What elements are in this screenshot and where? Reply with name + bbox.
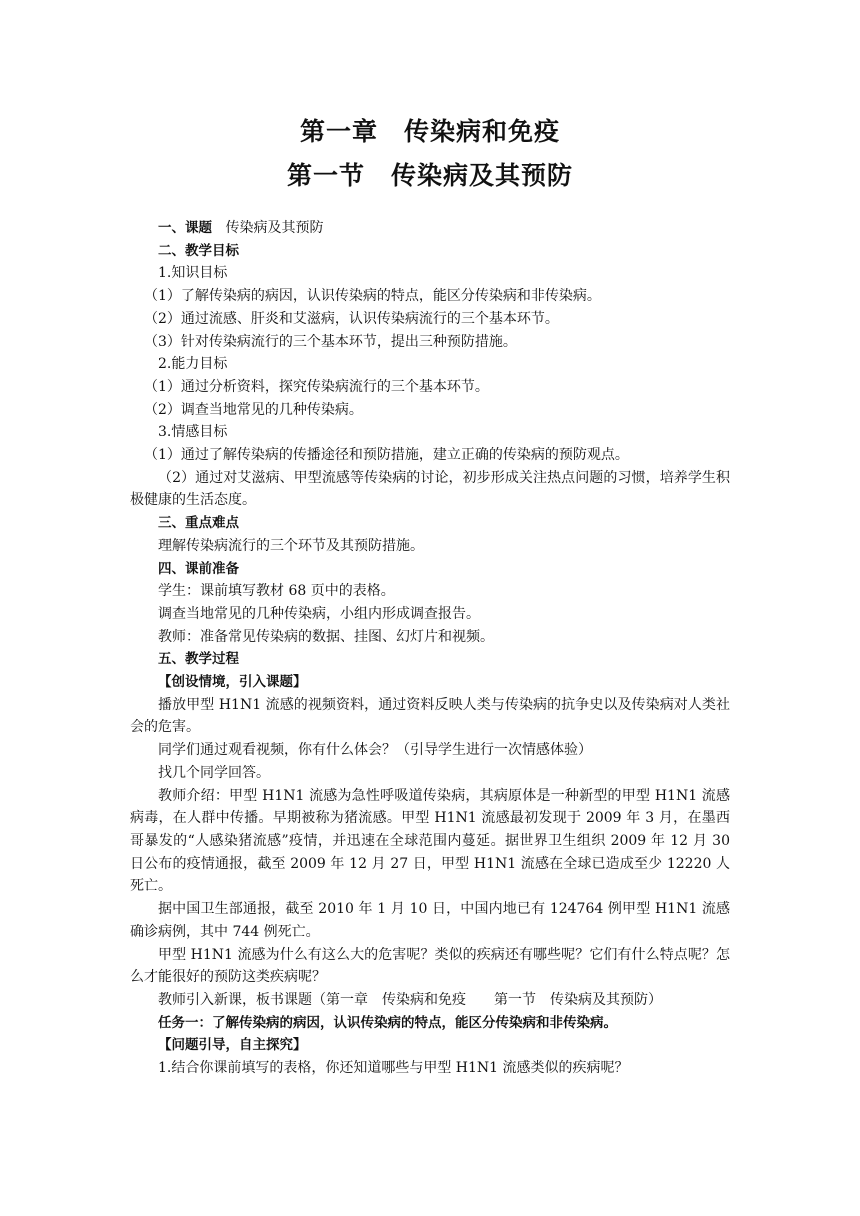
text-line: 同学们通过观看视频，你有什么体会？（引导学生进行一次情感体验） [158, 742, 592, 759]
text-line: （2）调查当地常见的几种传染病。 [144, 401, 363, 418]
heading-text: 二、教学目标 [158, 242, 239, 259]
section-heading [130, 217, 730, 240]
section-title: 第一节 传染病及其预防 [286, 161, 573, 190]
chapter-title: 第一章 传染病和免疫 [299, 117, 560, 146]
text-line: 3.情感目标 [158, 424, 228, 441]
heading-text: 一、课题 [158, 220, 226, 236]
text-line: （1）通过了解传染病的传播途径和预防措施，建立正确的传染病的预防观点。 [144, 447, 629, 464]
paragraph: 教师介绍：甲型 H1N1 流感为急性呼吸道传染病，其病原体是一种新型的甲型 H1N1 流感病毒，在人群中传播。早期被称为猪流感。甲型 H1N1 流感最初发现于 2009 年 3 月，在墨西哥暴发的“人感染猪流感”疫情，并迅速在全球范围内蔓延。据世界卫生组织 2009 年 12 月 30 日公布的疫情通报，截至 2009 年 12 月 27 日，甲型 H1N1 流感在全球已造成至少 12220 人死亡。 [130, 787, 730, 895]
heading-text: 四、课前准备 [158, 560, 239, 577]
text-line: 理解传染病流行的三个环节及其预防措施。 [158, 537, 424, 554]
section-heading [130, 671, 730, 694]
document-body [130, 217, 730, 1080]
text-line: （3）针对传染病流行的三个基本环节，提出三种预防措施。 [144, 333, 517, 350]
paragraph: （2）通过对艾滋病、甲型流感等传染病的讨论，初步形成关注热点问题的习惯，培养学生积极健康的生活态度。 [130, 469, 730, 509]
section-heading [130, 512, 730, 535]
heading-text: 【创设情境，引入课题】 [158, 674, 307, 691]
heading-text: 三、重点难点 [158, 515, 239, 532]
heading-text: 【问题引导，自主探究】 [158, 1037, 307, 1054]
text-line: 1.知识目标 [158, 265, 228, 282]
text-line: （1）通过分析资料，探究传染病流行的三个基本环节。 [144, 378, 489, 395]
text-line: 调查当地常见的几种传染病，小组内形成调查报告。 [158, 605, 480, 622]
text-line: 教师：准备常见传染病的数据、挂图、幻灯片和视频。 [158, 628, 494, 645]
heading-text: 五、教学过程 [158, 651, 239, 668]
paragraph: 播放甲型 H1N1 流感的视频资料，通过资料反映人类与传染病的抗争史以及传染病对人类社会的危害。 [130, 696, 730, 736]
paragraph: 据中国卫生部通报，截至 2010 年 1 月 10 日，中国内地已有 124764 例甲型 H1N1 流感确诊病例，其中 744 例死亡。 [130, 901, 730, 940]
heading-text: 任务一：了解传染病的病因，认识传染病的特点，能区分传染病和非传染病。 [158, 1014, 617, 1031]
text-line: （1）了解传染病的病因，认识传染病的特点，能区分传染病和非传染病。 [144, 288, 601, 305]
section-heading [130, 558, 730, 581]
section-heading [130, 240, 730, 263]
text-line: 找几个同学回答。 [158, 764, 270, 781]
paragraph: 甲型 H1N1 流感为什么有这么大的危害呢？类似的疾病还有哪些呢？它们有什么特点呢？怎么才能很好的预防这类疾病呢？ [130, 946, 730, 986]
section-heading [130, 648, 730, 671]
heading-value: 传染病及其预防 [225, 220, 324, 236]
text-line: 教师引入新课，板书课题（第一章 传染病和免疫 第一节 传染病及其预防） [158, 991, 662, 1008]
text-line: （2）通过流感、肝炎和艾滋病，认识传染病流行的三个基本环节。 [144, 310, 559, 327]
section-heading [130, 1012, 730, 1035]
text-line: 学生：课前填写教材 68 页中的表格。 [158, 583, 395, 600]
text-line: 1.结合你课前填写的表格，你还知道哪些与甲型 H1N1 流感类似的疾病呢？ [158, 1060, 629, 1077]
text-line: 2.能力目标 [158, 356, 228, 373]
section-heading [130, 1034, 730, 1057]
